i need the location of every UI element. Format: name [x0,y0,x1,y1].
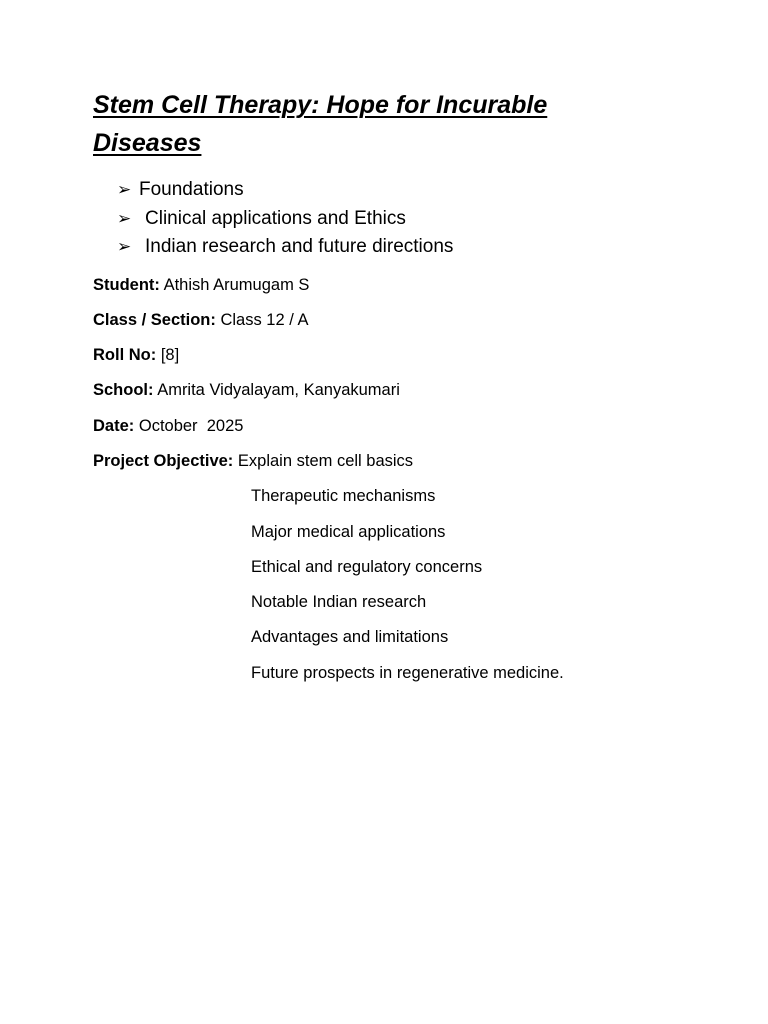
objective-label: Project Objective: [93,451,234,470]
topic-item [117,233,733,262]
topic-label: Clinical applications and Ethics [145,207,406,229]
arrowhead-bullet-icon: ➢ [117,180,132,200]
roll-no-label: Roll No: [93,346,157,365]
topic-label: Foundations [139,179,244,201]
topic-item [117,176,733,205]
title-line-1: Stem Cell Therapy: Hope for Incurable [93,91,548,119]
roll-no-value: [8] [160,346,180,365]
objective-item: Ethical and regulatory concerns [251,557,483,576]
student-label: Student: [93,275,160,294]
document-page [93,86,733,697]
objective-item: Major medical applications [251,522,446,541]
title-line-2: Diseases [93,129,202,157]
student-details [93,274,733,698]
school-value: Amrita Vidyalayam, Kanyakumari [157,381,400,400]
objective-list [93,485,733,697]
roll-no-row [93,344,733,379]
objective-row [93,450,733,485]
objective-item: Therapeutic mechanisms [251,487,436,506]
objective-item: Future prospects in regenerative medicine. [251,663,564,682]
topic-item [117,205,733,234]
date-row [93,415,733,450]
class-section-value: Class 12 / A [220,310,309,329]
school-label: School: [93,381,154,400]
student-value: Athish Arumugam S [163,275,310,294]
objective-item: Advantages and limitations [251,628,449,647]
document-title [93,86,733,162]
topic-list [117,176,733,262]
date-value: October 2025 [138,416,244,435]
class-section-row [93,309,733,344]
arrowhead-bullet-icon: ➢ [117,237,132,257]
objective-first: Explain stem cell basics [237,451,414,470]
date-label: Date: [93,416,135,435]
objective-item: Notable Indian research [251,593,427,612]
school-row [93,379,733,414]
arrowhead-bullet-icon: ➢ [117,208,132,228]
student-row [93,274,733,309]
topic-label: Indian research and future directions [145,236,454,258]
class-section-label: Class / Section: [93,310,216,329]
